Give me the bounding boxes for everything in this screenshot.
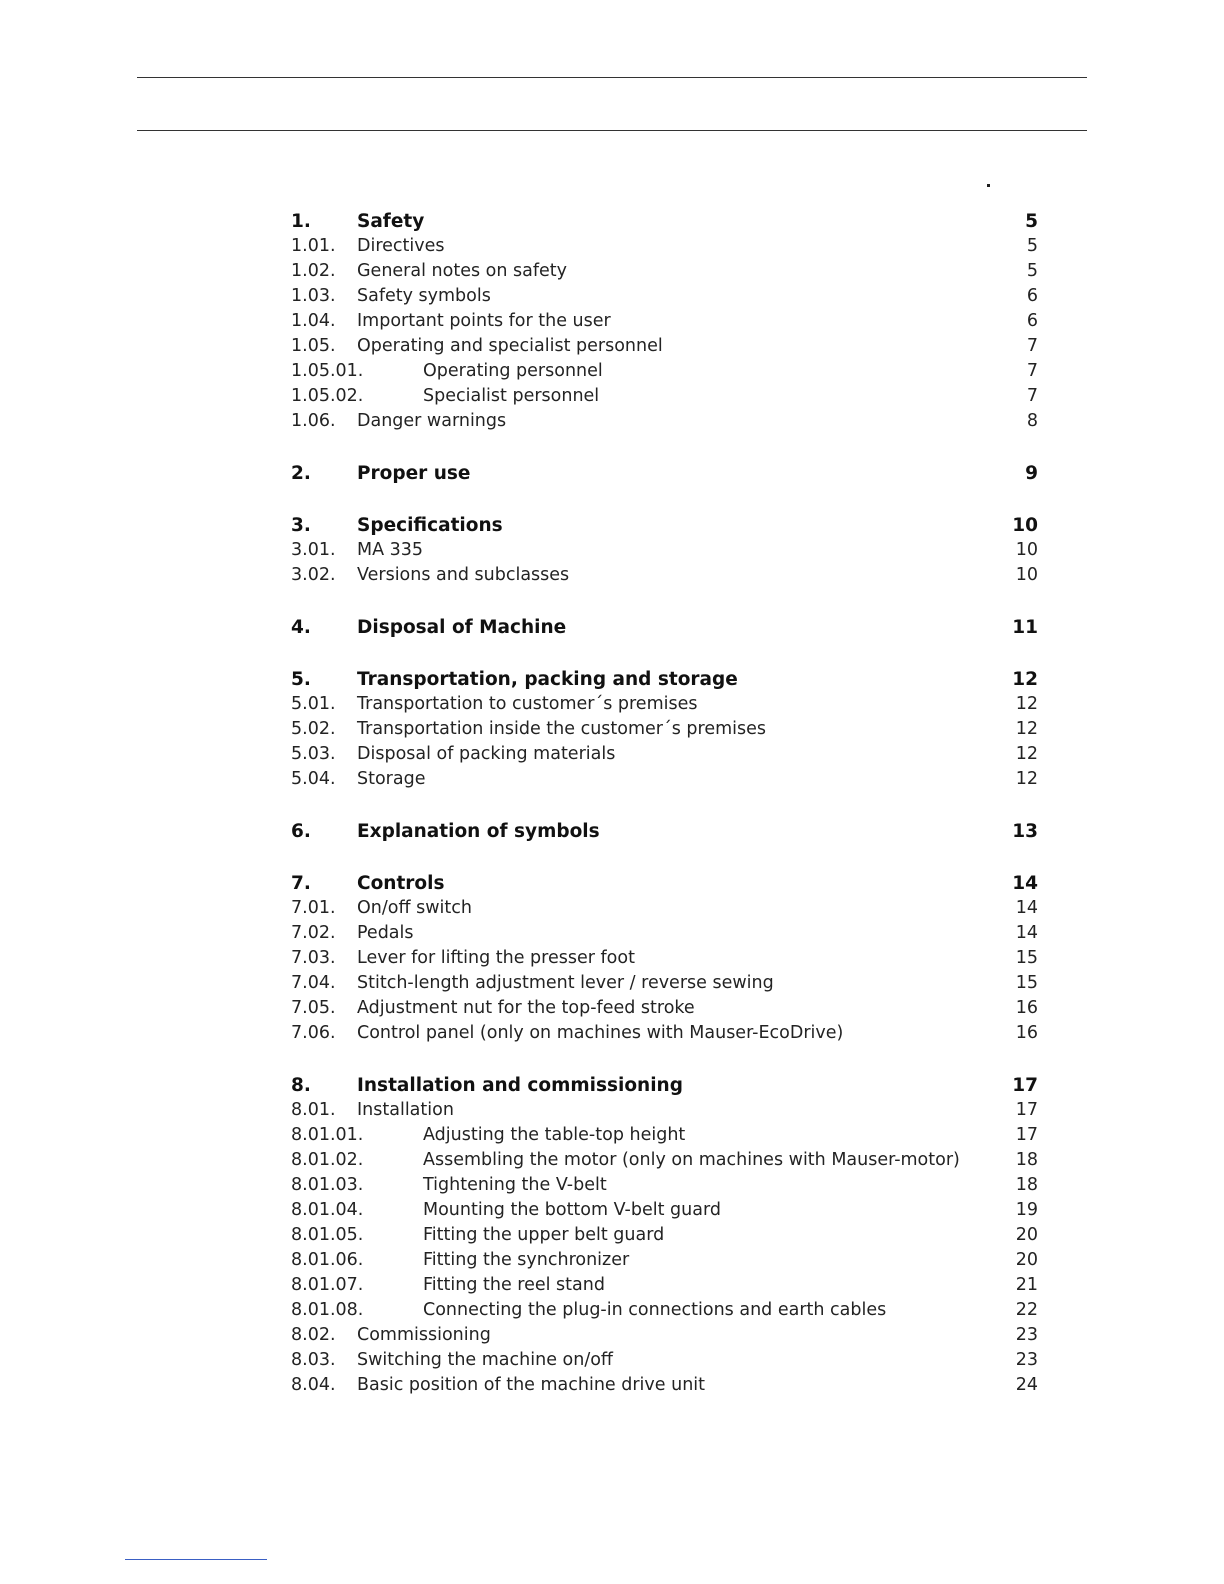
toc-number: 7.05. (291, 998, 336, 1018)
toc-title: Transportation inside the customer´s premises (357, 719, 767, 739)
toc-number: 8.01. (291, 1100, 336, 1120)
toc-entry (291, 409, 1040, 434)
toc-page-number: 6 (1026, 311, 1038, 331)
toc-page-number: 20 (1015, 1250, 1038, 1270)
toc-number: 1.03. (291, 286, 336, 306)
toc-chapter-6 (291, 819, 1040, 844)
toc-number: 7.01. (291, 898, 336, 918)
toc-entry (291, 563, 1040, 588)
toc-entry (291, 1198, 1040, 1223)
toc-title: Stitch-length adjustment lever / reverse sewing (357, 973, 774, 993)
toc-page-number: 17 (1015, 1125, 1038, 1145)
toc-title: Specifications (357, 515, 503, 536)
toc-number: 1.04. (291, 311, 336, 331)
toc-title: Specialist personnel (423, 386, 600, 406)
toc-number: 1.02. (291, 261, 336, 281)
toc-page-number: 9 (1025, 463, 1038, 484)
toc-page-number: 15 (1015, 948, 1038, 968)
toc-number: 1.05.01. (291, 361, 364, 381)
toc-entry (291, 767, 1040, 792)
toc-chapter-5 (291, 667, 1040, 692)
toc-page-number: 12 (1012, 669, 1038, 690)
toc-page-number: 7 (1026, 386, 1038, 406)
toc-page-number: 5 (1026, 261, 1038, 281)
toc-page-number: 14 (1012, 873, 1038, 894)
toc-number: 7.03. (291, 948, 336, 968)
toc-chapter-2 (291, 461, 1040, 486)
toc-page-number: 10 (1015, 540, 1038, 560)
toc-title: Switching the machine on/off (357, 1350, 613, 1370)
toc-entry (291, 1373, 1040, 1398)
toc-page-number: 10 (1015, 565, 1038, 585)
toc-entry (291, 538, 1040, 563)
toc-page-number: 19 (1015, 1200, 1038, 1220)
toc-title: Lever for lifting the presser foot (357, 948, 635, 968)
toc-page-number: 21 (1015, 1275, 1038, 1295)
toc-page-number: 18 (1015, 1150, 1038, 1170)
toc-entry (291, 1348, 1040, 1373)
toc-title: Tightening the V-belt (423, 1175, 607, 1195)
toc-entry (291, 1298, 1040, 1323)
toc-page-number: 12 (1015, 694, 1038, 714)
toc-title: MA 335 (357, 540, 424, 560)
toc-entry (291, 359, 1040, 384)
toc-number: 7. (291, 873, 311, 894)
toc-number: 7.02. (291, 923, 336, 943)
toc-title: Proper use (357, 463, 471, 484)
toc-number: 3.01. (291, 540, 336, 560)
toc-number: 1.05.02. (291, 386, 364, 406)
toc-number: 5.02. (291, 719, 336, 739)
toc-page-number: 12 (1015, 744, 1038, 764)
toc-entry (291, 334, 1040, 359)
toc-number: 8. (291, 1075, 311, 1096)
toc-page-number: 8 (1026, 411, 1038, 431)
toc-entry (291, 1323, 1040, 1348)
toc-page-number: 15 (1015, 973, 1038, 993)
footer-link-rule (125, 1559, 267, 1560)
toc-page-number: 10 (1012, 515, 1038, 536)
toc-page-number: 11 (1012, 617, 1038, 638)
toc-page-number: 17 (1012, 1075, 1038, 1096)
toc-number: 8.02. (291, 1325, 336, 1345)
toc-entry (291, 1098, 1040, 1123)
toc-number: 1.05. (291, 336, 336, 356)
toc-title: Mounting the bottom V-belt guard (423, 1200, 721, 1220)
toc-page-number: 6 (1026, 286, 1038, 306)
toc-entry (291, 259, 1040, 284)
toc-page-number: 12 (1015, 719, 1038, 739)
toc-number: 3. (291, 515, 311, 536)
toc-page-number: 7 (1026, 361, 1038, 381)
toc-title: Explanation of symbols (357, 821, 600, 842)
toc-page-number: 24 (1015, 1375, 1038, 1395)
toc-entry (291, 309, 1040, 334)
toc-title: Disposal of packing materials (357, 744, 616, 764)
toc-page-number: 5 (1025, 211, 1038, 232)
toc-title: Safety (357, 211, 425, 232)
toc-number: 1.06. (291, 411, 336, 431)
toc-number: 5.01. (291, 694, 336, 714)
toc-title: Adjusting the table-top height (423, 1125, 686, 1145)
toc-title: Fitting the upper belt guard (423, 1225, 665, 1245)
toc-page-number: 23 (1015, 1325, 1038, 1345)
toc-title: Operating personnel (423, 361, 603, 381)
toc-number: 8.01.05. (291, 1225, 364, 1245)
toc-title: Operating and specialist personnel (357, 336, 663, 356)
toc-number: 4. (291, 617, 311, 638)
toc-title: General notes on safety (357, 261, 567, 281)
toc-page-number: 5 (1026, 236, 1038, 256)
toc-title: Fitting the reel stand (423, 1275, 605, 1295)
toc-number: 8.03. (291, 1350, 336, 1370)
toc-chapter-4 (291, 615, 1040, 640)
toc-number: 8.01.06. (291, 1250, 364, 1270)
toc-page-number: 22 (1015, 1300, 1038, 1320)
toc-page-number: 20 (1015, 1225, 1038, 1245)
toc-entry (291, 692, 1040, 717)
toc-title: Fitting the synchronizer (423, 1250, 630, 1270)
toc-number: 6. (291, 821, 311, 842)
toc-entry (291, 1148, 1040, 1173)
toc-number: 8.01.02. (291, 1150, 364, 1170)
toc-title: On/off switch (357, 898, 472, 918)
toc-entry (291, 946, 1040, 971)
toc-title: Important points for the user (357, 311, 611, 331)
toc-title: Directives (357, 236, 445, 256)
toc-page-number: 23 (1015, 1350, 1038, 1370)
toc-entry (291, 234, 1040, 259)
toc-entry (291, 742, 1040, 767)
toc-title: Installation and commissioning (357, 1075, 683, 1096)
toc-title: Versions and subclasses (357, 565, 570, 585)
toc-page-number: 16 (1015, 998, 1038, 1018)
toc-chapter-3 (291, 513, 1040, 538)
toc-chapter-7 (291, 871, 1040, 896)
toc-number: 7.04. (291, 973, 336, 993)
toc-page-number: 18 (1015, 1175, 1038, 1195)
toc-page-number: 16 (1015, 1023, 1038, 1043)
toc-entry (291, 1021, 1040, 1046)
toc-title: Storage (357, 769, 426, 789)
toc-title: Danger warnings (357, 411, 507, 431)
toc-entry (291, 1173, 1040, 1198)
toc-title: Control panel (only on machines with Mauser-EcoDrive) (357, 1023, 844, 1043)
toc-title: Connecting the plug-in connections and earth cables (423, 1300, 887, 1320)
toc-title: Pedals (357, 923, 414, 943)
toc-page-number: 14 (1015, 923, 1038, 943)
toc-title: Safety symbols (357, 286, 491, 306)
toc-title: Controls (357, 873, 445, 894)
toc-entry (291, 1223, 1040, 1248)
toc-number: 5. (291, 669, 311, 690)
toc-title: Transportation, packing and storage (357, 669, 738, 690)
toc-title: Assembling the motor (only on machines with Mauser-motor) (423, 1150, 960, 1170)
toc-title: Commissioning (357, 1325, 491, 1345)
toc-title: Basic position of the machine drive unit (357, 1375, 706, 1395)
toc-number: 8.01.07. (291, 1275, 364, 1295)
toc-number: 1. (291, 211, 311, 232)
toc-entry (291, 384, 1040, 409)
toc-page-number: 13 (1012, 821, 1038, 842)
toc-title: Disposal of Machine (357, 617, 567, 638)
toc-number: 8.01.03. (291, 1175, 364, 1195)
toc-entry (291, 971, 1040, 996)
toc-page-number: 14 (1015, 898, 1038, 918)
toc-title: Installation (357, 1100, 454, 1120)
toc-number: 8.01.08. (291, 1300, 364, 1320)
toc-entry (291, 996, 1040, 1021)
toc-number: 8.04. (291, 1375, 336, 1395)
toc-entry (291, 921, 1040, 946)
toc-entry (291, 284, 1040, 309)
toc-entry (291, 717, 1040, 742)
toc-chapter-1 (291, 209, 1040, 234)
toc-entry (291, 1248, 1040, 1273)
toc-number: 8.01.04. (291, 1200, 364, 1220)
toc-chapter-8 (291, 1073, 1040, 1098)
toc-title: Transportation to customer´s premises (357, 694, 698, 714)
toc-entry (291, 1123, 1040, 1148)
toc-entry (291, 1273, 1040, 1298)
toc-number: 5.03. (291, 744, 336, 764)
toc-number: 2. (291, 463, 311, 484)
toc-page-number: 7 (1026, 336, 1038, 356)
toc-page-number: 12 (1015, 769, 1038, 789)
toc-number: 7.06. (291, 1023, 336, 1043)
toc-page-number: 17 (1015, 1100, 1038, 1120)
toc-title: Adjustment nut for the top-feed stroke (357, 998, 695, 1018)
toc-number: 1.01. (291, 236, 336, 256)
toc-number: 3.02. (291, 565, 336, 585)
toc-number: 5.04. (291, 769, 336, 789)
toc-entry (291, 896, 1040, 921)
toc-number: 8.01.01. (291, 1125, 364, 1145)
